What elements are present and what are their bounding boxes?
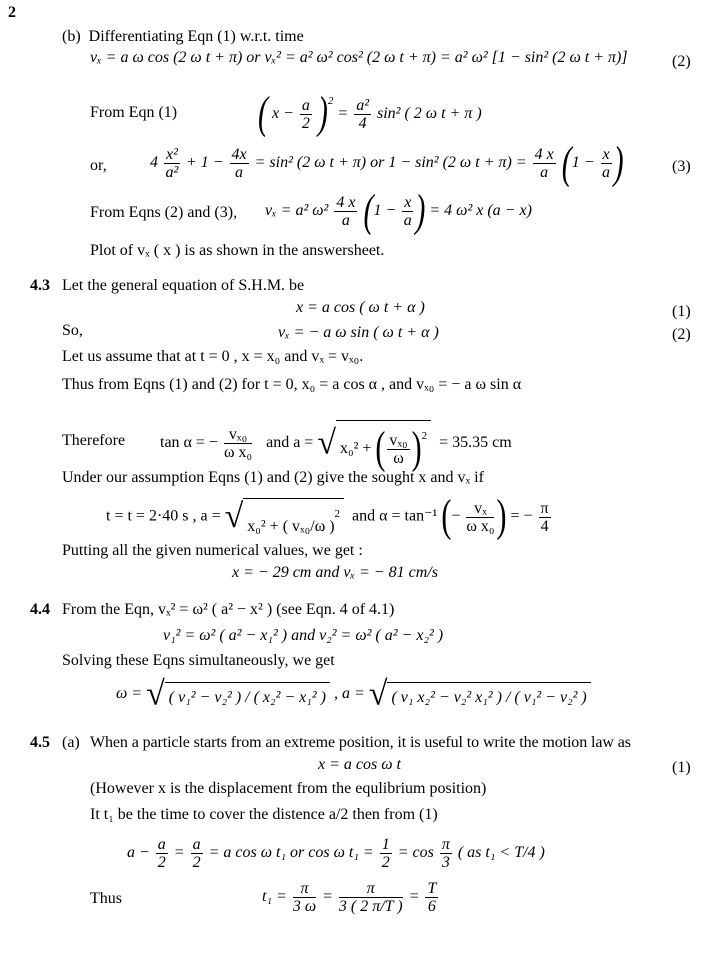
math-text: = −	[510, 507, 533, 525]
denominator: ω x₀	[223, 443, 253, 461]
numerator: π	[293, 880, 316, 898]
equation-line	[106, 491, 553, 541]
equation-number: (2)	[672, 326, 691, 343]
math-text: tan α = −	[160, 434, 218, 452]
if-text: It t₁ be the time to cover the distence a/2 then from (1)	[90, 806, 438, 823]
fraction	[533, 146, 556, 181]
intro-text: Differentiating Eqn (1) w.r.t. time	[88, 28, 304, 45]
math-text: −	[451, 507, 461, 525]
math-text: 1 −	[373, 202, 397, 220]
math-text: =	[173, 844, 189, 862]
so-label: So,	[62, 322, 83, 339]
numerator: a²	[356, 96, 369, 114]
fraction	[440, 836, 452, 871]
radicand: ( v₁² − v₂² ) / ( x₂² − x₁² )	[165, 682, 330, 707]
math-text: , a =	[333, 685, 365, 703]
numerator: vₓ₀	[224, 426, 252, 444]
equation-line	[127, 836, 545, 871]
denominator: a	[540, 164, 549, 181]
page-number: 2	[8, 4, 16, 21]
radicand	[243, 498, 344, 536]
denominator: a	[235, 164, 244, 181]
fraction	[191, 836, 203, 871]
fraction	[300, 97, 312, 132]
numerator: 4 x	[336, 194, 356, 211]
equation-line	[265, 186, 532, 236]
math-text: x₀² + ( vₓ₀/ω )	[247, 518, 335, 535]
fraction	[334, 194, 357, 229]
thus-label: Thus	[90, 890, 122, 907]
math-text: x −	[272, 105, 294, 122]
denominator: 2	[301, 114, 310, 132]
fraction	[380, 836, 392, 871]
denominator: ω	[393, 449, 404, 467]
under-text: Under our assumption Eqns (1) and (2) give the sought x and vₓ if	[62, 469, 484, 486]
numerator: a	[192, 836, 201, 853]
problem-number: 4.3	[30, 277, 50, 294]
denominator: 4	[540, 517, 549, 535]
sqrt-icon: √	[224, 498, 244, 535]
fraction	[164, 146, 180, 181]
math-text: = 35.35 cm	[439, 434, 512, 452]
exponent: 2	[421, 430, 428, 442]
math-text: sin² ( 2 ω t + π )	[377, 105, 482, 122]
denominator: 3 ω	[292, 898, 317, 915]
equation-2: vₓ = − a ω sin ( ω t + α )	[278, 324, 439, 341]
radicand	[336, 420, 431, 474]
result-text: x = − 29 cm and vₓ = − 81 cm/s	[232, 564, 438, 581]
math-text: 4	[150, 154, 158, 172]
math-text: ω =	[116, 685, 143, 703]
denominator: 3	[441, 854, 450, 871]
equation-number: (3)	[672, 158, 691, 175]
numerator: π	[441, 836, 450, 853]
denominator: a	[341, 212, 350, 229]
math-text: + 1 −	[185, 154, 224, 172]
numerator: T	[427, 880, 437, 897]
math-text: =	[408, 888, 424, 906]
exponent: 2	[334, 508, 341, 520]
numerator: x	[404, 194, 412, 211]
equation-1: x = a cos ω t	[318, 756, 401, 773]
denominator: ω x₀	[466, 517, 495, 535]
denominator: a²	[165, 164, 179, 181]
numerator: π	[339, 880, 403, 898]
therefore-label: Therefore	[62, 432, 126, 449]
numerator: vₓ₀	[389, 431, 408, 449]
assume-text: Let us assume that at t = 0 , x = x₀ and vₓ = vₓ₀.	[62, 348, 364, 365]
denominator: a	[602, 164, 611, 181]
fraction	[293, 880, 316, 915]
equation-2: vₓ = a ω cos (2 ω t + π) or vₓ² = a² ω² cos² (2 ω t + π) = a² ω² [1 − sin² (2 ω t + π)]	[90, 49, 628, 66]
denominator: 3 ( 2 π/T )	[338, 898, 403, 915]
paren: (	[258, 88, 268, 139]
numerator: a	[301, 96, 310, 114]
numerator: 4x	[231, 146, 247, 163]
part-label: (b)	[62, 28, 81, 45]
fraction	[466, 500, 494, 535]
math-text: = sin² (2 ω t + π) or 1 − sin² (2 ω t + π) =	[254, 154, 527, 172]
fraction	[387, 432, 409, 467]
however-text: (However x is the displacement from the equlibrium position)	[90, 780, 487, 797]
fraction	[156, 836, 168, 871]
denominator: a	[403, 212, 412, 229]
exponent: 2	[327, 95, 334, 107]
fraction	[230, 146, 249, 181]
denominator: 6	[427, 898, 436, 915]
fraction	[354, 97, 371, 132]
numerator: vₓ	[466, 500, 494, 518]
fraction	[601, 146, 612, 181]
intro-text: Let the general equation of S.H.M. be	[62, 277, 305, 294]
math-text: and a =	[266, 434, 314, 452]
paren: (	[561, 138, 572, 188]
equations: v₁² = ω² ( a² − x₁² ) and v₂² = ω² ( a² − x₂² )	[163, 627, 444, 644]
fraction	[339, 880, 403, 915]
equation-line	[258, 88, 482, 139]
paren: )	[317, 88, 328, 139]
numerator: π	[540, 499, 549, 517]
numerator: x²	[166, 146, 178, 163]
paren: (	[363, 186, 374, 236]
from-eqns-label: From Eqns (2) and (3),	[90, 204, 238, 221]
fraction	[402, 194, 413, 229]
math-text: a −	[127, 844, 150, 862]
paren: )	[415, 186, 426, 236]
fraction	[425, 880, 438, 915]
paren: (	[375, 423, 386, 474]
math-text: and α = tan⁻¹	[352, 507, 438, 525]
sqrt-icon: √	[146, 675, 165, 713]
paren: )	[496, 491, 507, 541]
equation-line	[116, 675, 591, 713]
intro-text: When a particle starts from an extreme position, it is useful to write the motion law as	[90, 734, 631, 751]
denominator: 2	[381, 854, 390, 871]
denominator: 4	[358, 114, 367, 132]
paren: (	[441, 491, 452, 541]
equation-number: (1)	[672, 759, 691, 776]
math-text: ( as t₁ < T/4 )	[457, 844, 545, 862]
equation-number: (2)	[672, 53, 691, 70]
numerator: 4 x	[534, 146, 554, 163]
paren: )	[613, 138, 624, 188]
math-text: 1 −	[571, 154, 595, 172]
part-label: (a)	[62, 734, 80, 751]
fraction	[224, 426, 252, 461]
paren: )	[411, 423, 422, 474]
sqrt-icon: √	[317, 424, 336, 462]
sqrt-icon: √	[368, 675, 388, 713]
denominator: 2	[192, 854, 201, 871]
equation-1: x = a cos ( ω t + α )	[296, 299, 425, 316]
problem-number: 4.5	[30, 734, 50, 751]
math-text: = cos	[397, 844, 434, 862]
denominator: 2	[157, 854, 166, 871]
plot-text: Plot of vₓ ( x ) is as shown in the answersheet.	[90, 242, 385, 259]
equation-line	[262, 880, 440, 915]
fraction	[539, 500, 551, 535]
math-text: =	[322, 888, 337, 906]
math-text: t₁ =	[262, 888, 291, 906]
numerator: 1	[381, 836, 390, 853]
numerator: a	[157, 836, 166, 853]
radicand: ( v₁ x₂² − v₂² x₁² ) / ( v₁² − v₂² )	[387, 682, 590, 707]
math-text: t = t = 2·40 s , a =	[106, 507, 221, 525]
math-text: = a cos ω t₁ or cos ω t₁ =	[208, 844, 378, 862]
math-text: vₓ = a² ω²	[265, 202, 329, 220]
intro-text: From the Eqn, vₓ² = ω² ( a² − x² ) (see Eqn. 4 of 4.1)	[62, 601, 395, 618]
problem-number: 4.4	[30, 601, 50, 618]
math-text: = 4 ω² x (a − x)	[429, 202, 532, 220]
or-label: or,	[90, 157, 107, 174]
equation-line	[160, 420, 512, 474]
math-text: x₀² +	[340, 440, 372, 457]
putting-text: Putting all the given numerical values, we get :	[62, 542, 363, 559]
math-text: =	[337, 105, 353, 122]
thus-text: Thus from Eqns (1) and (2) for t = 0, x₀ = a cos α , and vₓ₀ = − a ω sin α	[62, 376, 522, 393]
equation-number: (1)	[672, 303, 691, 320]
solving-text: Solving these Eqns simultaneously, we get	[62, 652, 335, 669]
from-eqn-label: From Eqn (1)	[90, 104, 178, 121]
numerator: x	[602, 146, 610, 163]
equation-line	[150, 138, 624, 188]
